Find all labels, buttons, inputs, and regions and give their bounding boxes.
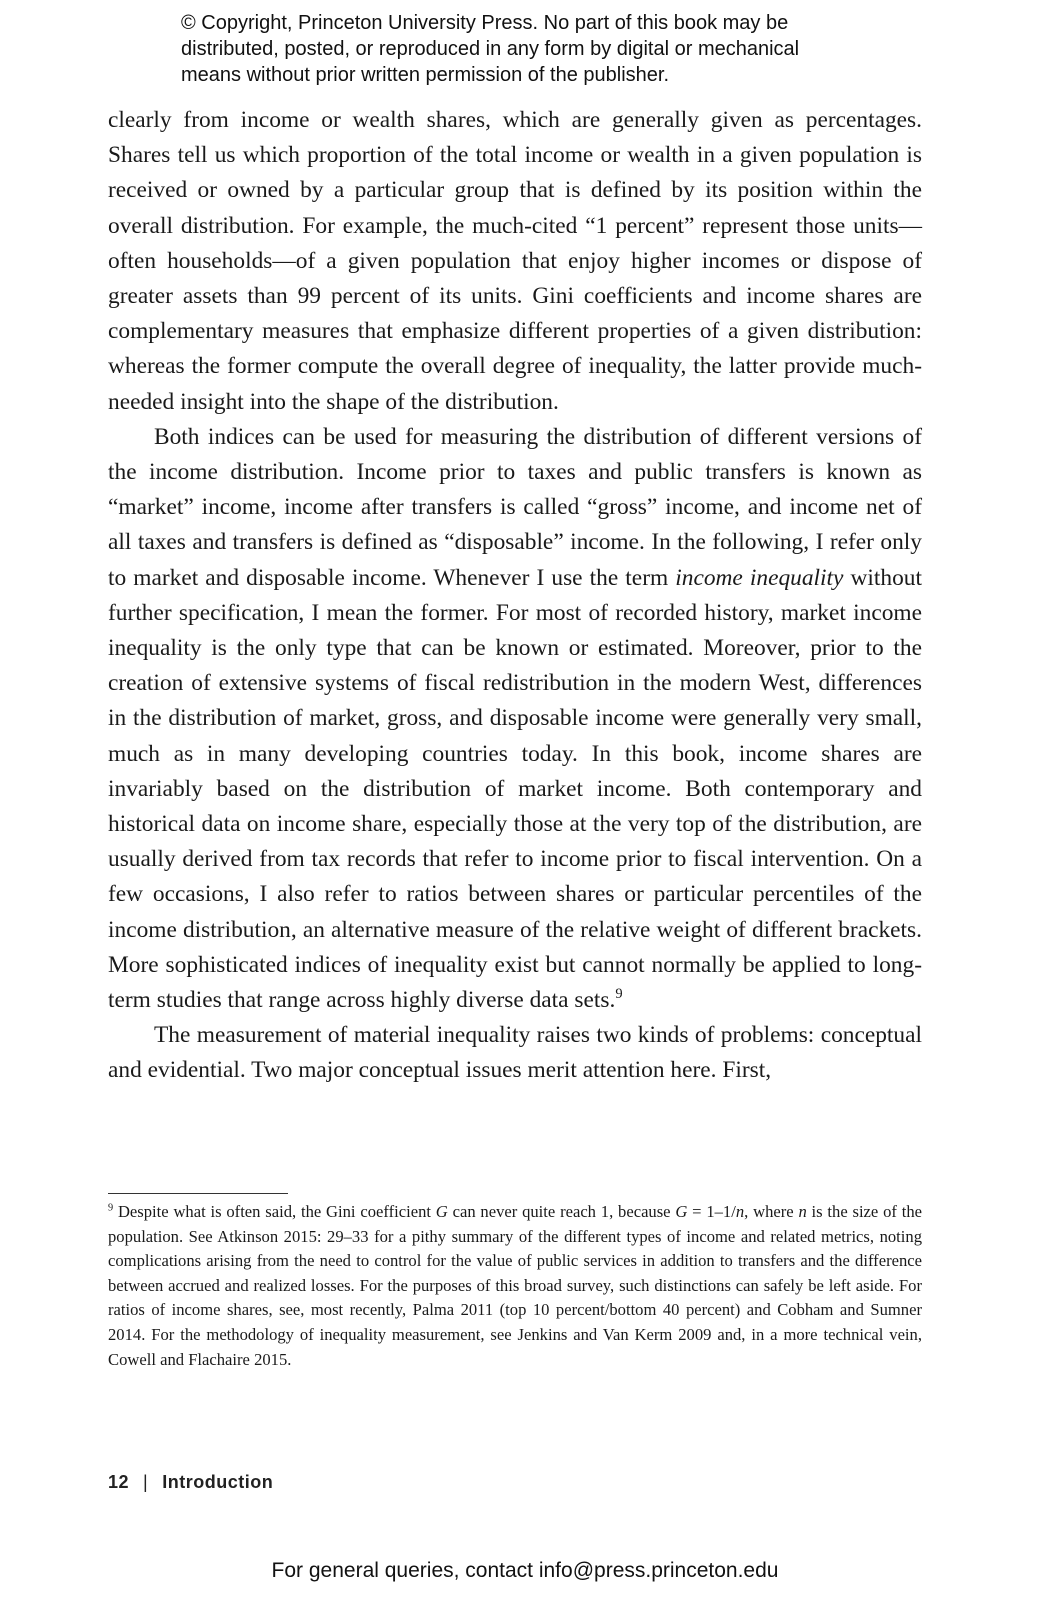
section-title: Introduction (162, 1472, 274, 1492)
copyright-line: distributed, posted, or reproduced in any form by digital or mechanical (181, 38, 800, 60)
footnote-text: is the size of the population. See Atkinson 2015: 29–33 for a pithy summary of the different types of income and related metrics, noting complications arising from the need to control for the value of public services in addition to transfers and the difference between accrued and realized losses. For the purposes of this broad survey, such distinctions can safely be left aside. For ratios of income shares, see, most recently, Palma 2011 (top 10 percent/bottom 40 percent) and Cobham and Sumner 2014. For the methodology of inequality measurement, see Jenkins and Van Kerm 2009 and, in a more technical vein, Cowell and Flachaire 2015. (108, 1202, 923, 1369)
copyright-line: © Copyright, Princeton University Press. No part of this book may be (181, 12, 789, 34)
footnote-variable: G (435, 1202, 448, 1221)
paragraph-2 (108, 420, 922, 1018)
copyright-line: means without prior written permission of the publisher. (181, 64, 670, 86)
footnote-reference[interactable]: 9 (615, 986, 623, 1003)
footnote-text: = 1–1/ (687, 1202, 736, 1221)
paragraph-3: The measurement of material inequality raises two kinds of problems: conceptual and evidential. Two major conceptual issues merit attention here. First, (108, 1022, 922, 1084)
paragraph-2-text-a: Both indices can be used for measuring the distribution of different versions of the income distribution. Income prior to taxes and public transfers is known as “market” income, income after transfers is called “gross” income, and income net of all taxes and transfers is defined as “disposable” income. In the following, I refer only to market and disposable income. Whenever I use the term (108, 423, 922, 591)
paragraph-1: clearly from income or wealth shares, which are generally given as percentages. Shares tell us which proportion of the total income or wealth in a given population is received or owned by a particular group that is defined by its position within the overall distribution. For example, the much-cited “1 percent” represent those units—often households—of a given population that enjoy higher incomes or dispose of greater assets than 99 percent of its units. Gini coefficients and income shares are complementary measures that emphasize different properties of a given distribution: whereas the former compute the overall degree of inequality, the latter provide much-needed insight into the shape of the distribution. (108, 107, 922, 415)
paragraph-2-text-b: without further specification, I mean the former. For most of recorded history, market income inequality is the only type that can be known or estimated. Moreover, prior to the creation of extensive systems of fiscal redistribution in the modern West, differences in the distribution of market, gross, and disposable income were generally very small, much as in many developing countries today. In this book, income shares are invariably based on the distribution of market income. Both contemporary and historical data on income share, especially those at the very top of the distribution, are usually derived from tax records that refer to income prior to fiscal intervention. On a few occasions, I also refer to ratios between shares or particular percentiles of the income distribution, an alternative measure of the relative weight of different brackets. More sophisticated indices of inequality exist but cannot normally be applied to long-term studies that range across highly diverse data sets. (108, 564, 922, 1014)
footnote-text: , where (744, 1202, 799, 1221)
emphasis-income-inequality: income inequality (675, 564, 844, 591)
footnote-text: Despite what is often said, the Gini coefficient (113, 1202, 436, 1221)
footnote (108, 1200, 922, 1372)
page-number: 12 (108, 1472, 130, 1492)
footnote-divider (108, 1193, 288, 1194)
footnote-variable: n (798, 1202, 807, 1221)
footnote-number: 9 (108, 1202, 114, 1214)
contact-footer: For general queries, contact info@press.princeton.edu (271, 1559, 779, 1582)
footnote-variable: G (675, 1202, 688, 1221)
folio-separator: | (143, 1472, 149, 1492)
copyright-notice (181, 10, 921, 88)
main-text (108, 103, 922, 1089)
footnote-variable: n (735, 1202, 745, 1221)
footnote-text: can never quite reach 1, because (447, 1202, 676, 1221)
page-folio (108, 1472, 273, 1493)
